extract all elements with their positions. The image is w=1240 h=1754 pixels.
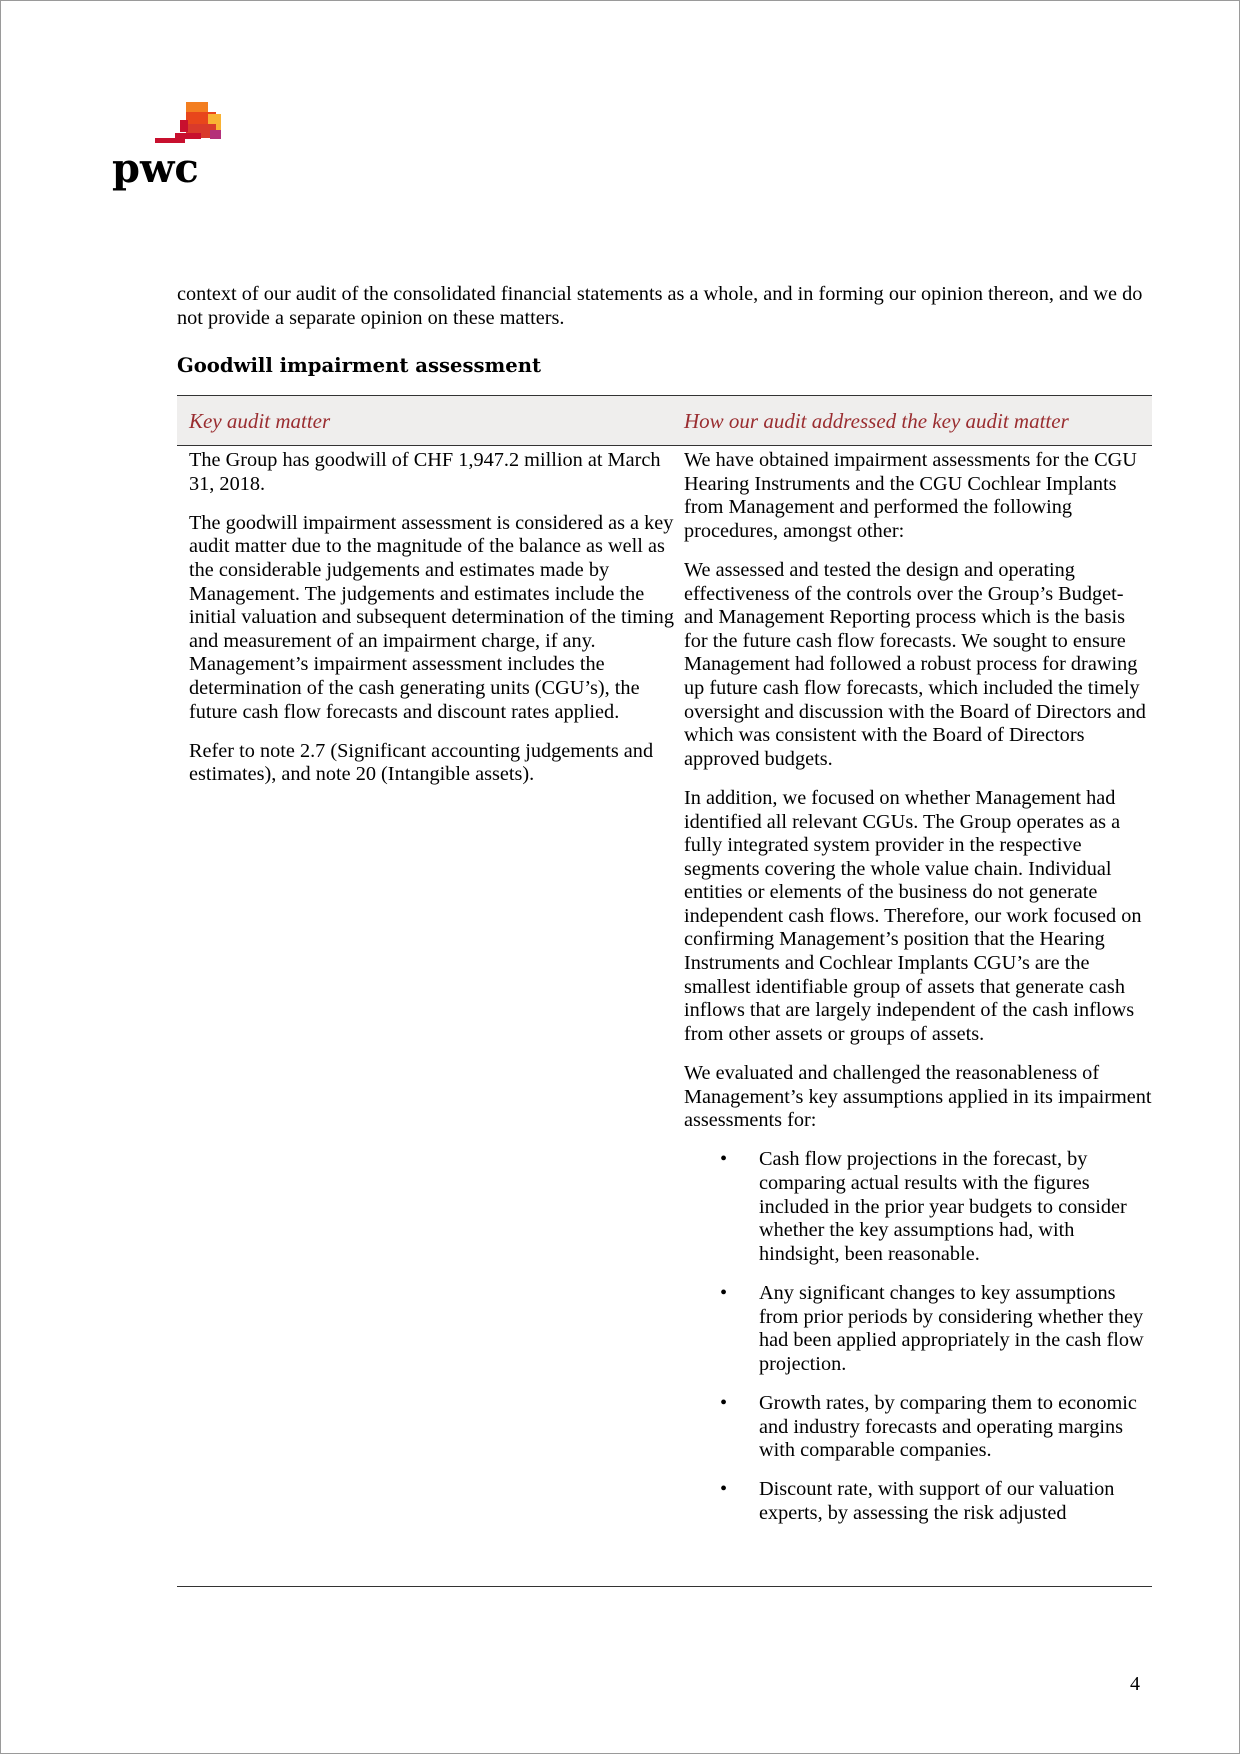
left-cell	[177, 446, 674, 1586]
intro-paragraph: context of our audit of the consolidated financial statements as a whole, and in forming our opinion thereon, and we do not provide a separate opinion on these matters.	[177, 283, 1143, 329]
list-item-text: Discount rate, with support of our valuation experts, by assessing the risk adjusted	[759, 1478, 1115, 1524]
right-paragraph: We assessed and tested the design and operating effectiveness of the controls over the Group’s Budget- and Management Reporting process which is the basis for the future cash flow forecasts. We sought to ensure Management had followed a robust process for drawing up future cash flow forecasts, which included the timely oversight and discussion with the Board of Directors and which was consistent with the Board of Directors approved budgets.	[684, 558, 1146, 770]
right-cell	[674, 446, 1152, 1586]
logo-wordmark: pwc	[112, 145, 199, 192]
left-paragraph: Refer to note 2.7 (Significant accounting judgements and estimates), and note 20 (Intangible assets).	[189, 739, 654, 786]
list-item-text: Growth rates, by comparing them to economic and industry forecasts and operating margins with comparable companies.	[759, 1391, 1137, 1462]
header-key-audit-matter: Key audit matter	[189, 409, 331, 433]
section-title: Goodwill impairment assessment	[177, 354, 542, 377]
left-paragraph: The goodwill impairment assessment is considered as a key audit matter due to the magnitude of the balance as well as the considerable judgements and estimates made by Management. The judgements and estimates include the initial valuation and subsequent determination of the timing and measurement of an impairment charge, if any. Management’s impairment assessment includes the determination of the cash generating units (CGU’s), the future cash flow forecasts and discount rates applied.	[189, 511, 674, 723]
right-paragraph: In addition, we focused on whether Management had identified all relevant CGUs. The Group operates as a fully integrated system provider in the respective segments covering the whole value chain. Individual entities or elements of the business do not generate independent cash flows. Therefore, our work focused on confirming Management’s position that the Hearing Instruments and Cochlear Implants CGU’s are the smallest identifiable group of assets that generate cash inflows that are largely independent of the cash inflows from other assets or groups of assets.	[684, 786, 1142, 1045]
list-item	[684, 1282, 1152, 1376]
list-item-text: Cash flow projections in the forecast, by comparing actual results with the figures included in the prior year budgets to consider whether the key assumptions had, with hindsight, been reasonable.	[759, 1148, 1127, 1265]
bullet-icon: •	[720, 1281, 728, 1304]
bullet-icon: •	[720, 1391, 728, 1414]
bullet-icon: •	[720, 1478, 728, 1501]
key-audit-matter-table	[177, 395, 1152, 1587]
left-paragraph: The Group has goodwill of CHF 1,947.2 million at March 31, 2018.	[189, 449, 661, 495]
pwc-logo	[110, 100, 240, 195]
list-item	[684, 1148, 1152, 1266]
table-body-row	[177, 446, 1152, 1587]
list-item	[684, 1392, 1152, 1463]
assumptions-list	[684, 1148, 1152, 1525]
list-item	[684, 1478, 1152, 1525]
page-number: 4	[1130, 1673, 1140, 1695]
list-item-text: Any significant changes to key assumptions from prior periods by considering whether they had been applied appropriately in the cash flow projection.	[759, 1281, 1144, 1375]
bullet-icon: •	[720, 1148, 728, 1171]
header-how-addressed: How our audit addressed the key audit matter	[684, 409, 1069, 433]
table-header-row	[177, 396, 1152, 446]
right-paragraph: We evaluated and challenged the reasonableness of Management’s key assumptions applied in its impairment assessments for:	[684, 1062, 1152, 1132]
right-paragraph: We have obtained impairment assessments for the CGU Hearing Instruments and the CGU Cochlear Implants from Management and performed the following procedures, amongst other:	[684, 449, 1137, 542]
